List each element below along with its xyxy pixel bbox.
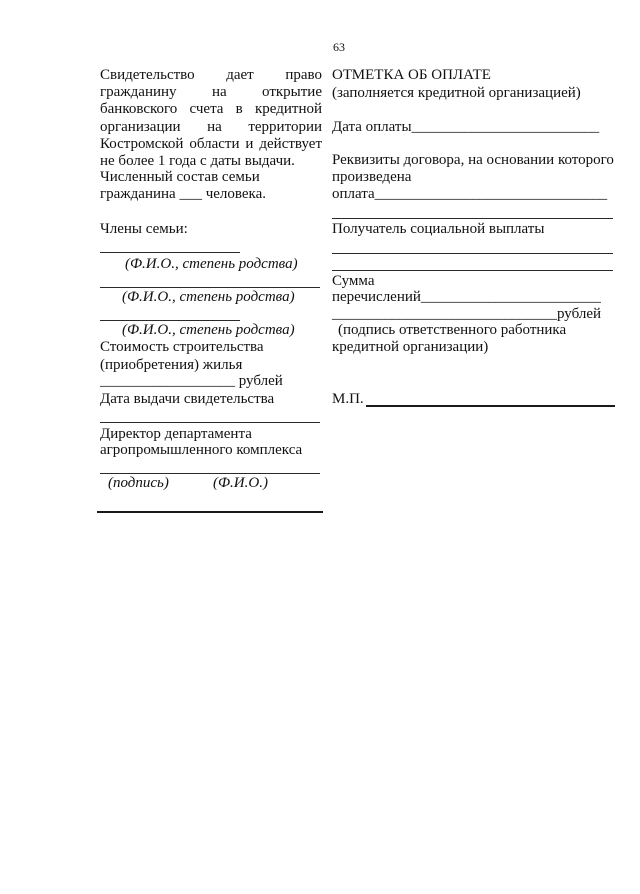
stamp-rule xyxy=(366,405,615,407)
certificate-text-line-4: организации на территории xyxy=(100,119,322,135)
payment-mark-title: ОТМЕТКА ОБ ОПЛАТЕ xyxy=(332,67,491,83)
family-member-3-line xyxy=(100,320,240,321)
family-member-3-caption: (Ф.И.О., степень родства) xyxy=(122,322,295,338)
family-size-line-1: Численный состав семьи xyxy=(100,169,260,185)
payment-mark-subtitle: (заполняется кредитной организацией) xyxy=(332,85,581,101)
bank-signer-caption-1: (подпись ответственного работника xyxy=(338,322,567,338)
family-members-label: Члены семьи: xyxy=(100,221,188,237)
certificate-text-line-3: банковского счета в кредитной xyxy=(100,101,322,117)
certificate-text-line-5: Костромской области и действует xyxy=(100,136,322,152)
contract-details-line-3: оплата_______________________________ xyxy=(332,186,608,202)
issue-date-line xyxy=(100,422,320,423)
signature-caption: (подпись) xyxy=(108,475,169,491)
certificate-text-line-2: гражданину на открытие xyxy=(100,84,322,100)
director-title-line-1: Директор департамента xyxy=(100,426,252,442)
family-member-1-line xyxy=(100,252,240,253)
director-title-line-2: агропромышленного комплекса xyxy=(100,442,303,458)
transfer-sum-line-3: ______________________________рублей xyxy=(332,306,602,322)
left-column-bottom-rule xyxy=(97,511,323,513)
name-caption: (Ф.И.О.) xyxy=(213,475,268,491)
contract-details-blank-line xyxy=(332,218,613,219)
family-size-line-2: гражданина ___ человека. xyxy=(100,186,267,202)
housing-cost-amount: __________________ рублей xyxy=(100,373,283,389)
payment-recipient-line-2 xyxy=(332,270,613,271)
housing-cost-line-1: Стоимость строительства xyxy=(100,339,264,355)
family-member-2-line xyxy=(100,287,320,288)
transfer-sum-line-1: Сумма xyxy=(332,273,375,289)
housing-cost-line-2: (приобретения) жилья xyxy=(100,357,243,373)
page-number: 63 xyxy=(333,40,345,54)
director-signature-line xyxy=(100,473,320,474)
payment-date-field: Дата оплаты_________________________ xyxy=(332,119,600,135)
certificate-text-line-6: не более 1 года с даты выдачи. xyxy=(100,153,295,169)
contract-details-line-1: Реквизиты договора, на основании которого xyxy=(332,152,614,168)
payment-recipient-label: Получатель социальной выплаты xyxy=(332,221,545,237)
family-member-1-caption: (Ф.И.О., степень родства) xyxy=(125,256,298,272)
transfer-sum-line-2: перечислений________________________ xyxy=(332,289,601,305)
contract-details-line-2: произведена xyxy=(332,169,412,185)
bank-signer-caption-2: кредитной организации) xyxy=(332,339,489,355)
stamp-label: М.П. xyxy=(332,391,364,407)
certificate-text-line-1: Свидетельство дает право xyxy=(100,67,322,83)
family-member-2-caption: (Ф.И.О., степень родства) xyxy=(122,289,295,305)
issue-date-label: Дата выдачи свидетельства xyxy=(100,391,275,407)
payment-recipient-line-1 xyxy=(332,253,613,254)
